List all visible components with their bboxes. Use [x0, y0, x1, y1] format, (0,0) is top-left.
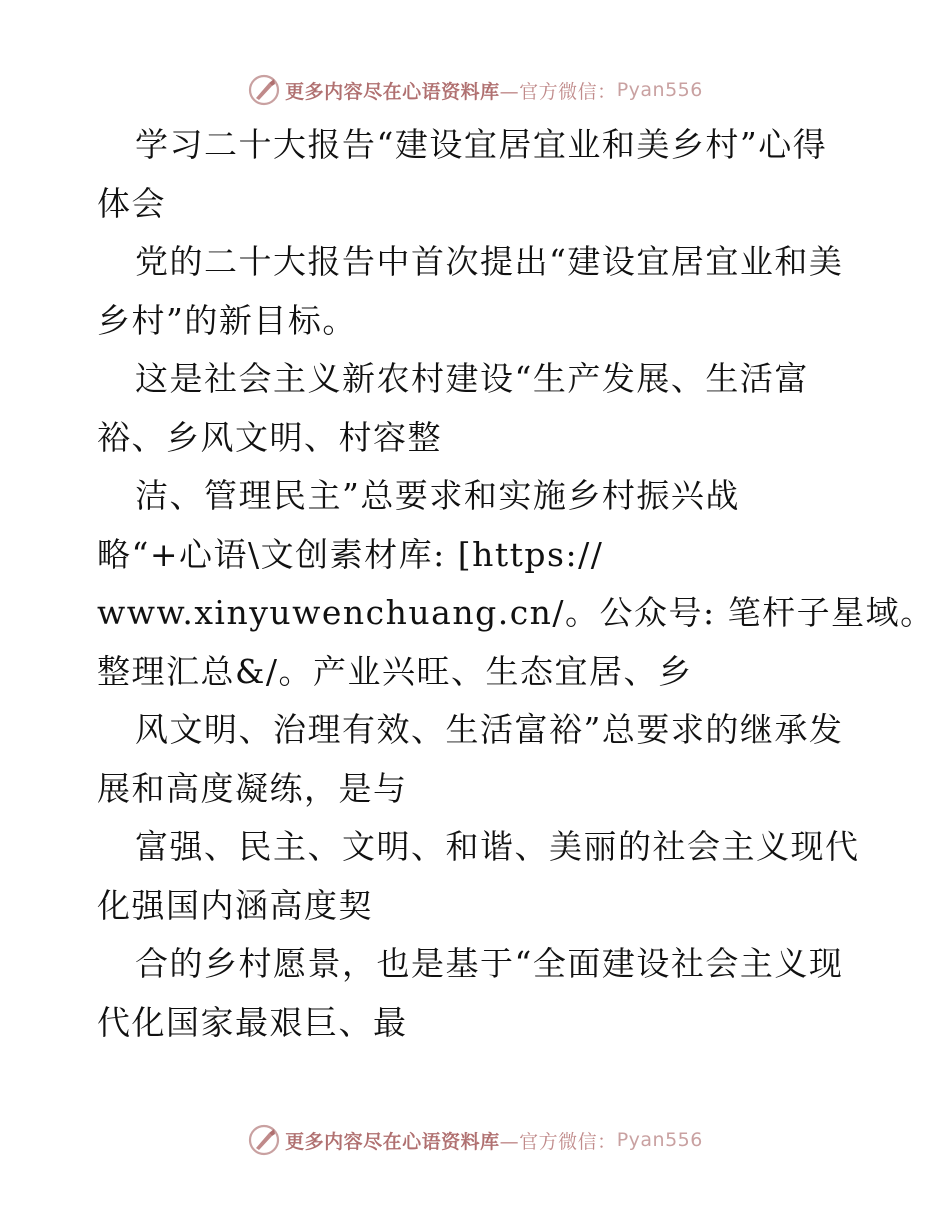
paragraph-line: 富强、民主、文明、和谐、美丽的社会主义现代	[135, 827, 860, 866]
paragraph-line: 体会	[97, 183, 166, 223]
watermark-wechat-id: Pyan556	[616, 1129, 703, 1151]
paragraph-line: 略“+心语\文创素材库: [https://	[97, 534, 604, 574]
header-watermark	[0, 70, 950, 110]
quill-pen-logo-icon	[247, 73, 281, 107]
paragraph-line: 化强国内涵高度契	[97, 885, 373, 925]
paragraph-line: 党的二十大报告中首次提出“建设宜居宜业和美	[135, 242, 844, 281]
paragraph-line: 合的乡村愿景，也是基于“全面建设社会主义现	[135, 944, 844, 983]
document-body	[97, 116, 935, 1052]
paragraph-line: 风文明、治理有效、生活富裕”总要求的继承发	[135, 710, 844, 749]
watermark-wechat-id: Pyan556	[616, 79, 703, 101]
quill-pen-logo-icon	[247, 1123, 281, 1157]
watermark-text: 更多内容尽在心语资料库—官方微信：	[285, 80, 617, 103]
paragraph-line: 展和高度凝练，是与	[97, 768, 408, 808]
watermark-text: 更多内容尽在心语资料库—官方微信：	[285, 1130, 617, 1153]
paragraph-line: 学习二十大报告“建设宜居宜业和美乡村”心得	[135, 125, 828, 164]
paragraph-line: 代化国家最艰巨、最	[97, 1002, 408, 1042]
paragraph-line: 乡村”的新目标。	[97, 300, 357, 340]
paragraph-line: 裕、乡风文明、村容整	[97, 417, 442, 457]
footer-watermark	[0, 1120, 950, 1160]
paragraph-line: www.xinyuwenchuang.cn/。公众号: 笔杆子星域。	[97, 593, 935, 632]
paragraph-line: 这是社会主义新农村建设“生产发展、生活富	[135, 359, 809, 398]
paragraph-line: 洁、管理民主”总要求和实施乡村振兴战	[135, 476, 740, 515]
paragraph-line: 整理汇总&/。产业兴旺、生态宜居、乡	[97, 651, 693, 691]
